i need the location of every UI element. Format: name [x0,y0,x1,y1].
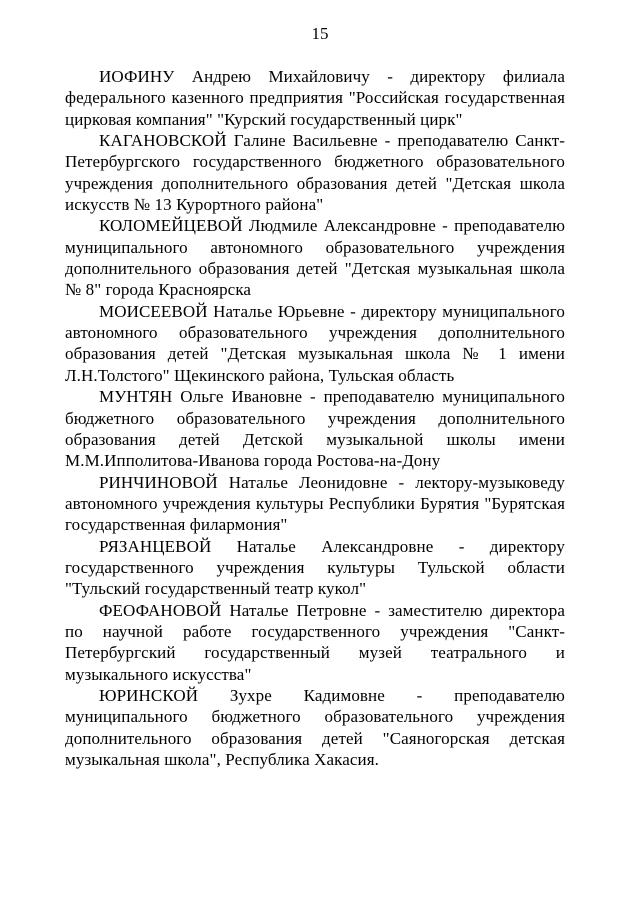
award-entry-rinchinovoy: РИНЧИНОВОЙ Наталье Леонидовне - лектору-музыковеду автономного учреждения культуры Республики Бурятия "Бурятская государственная филармония" [65,472,565,535]
award-entry-iofinu: ИОФИНУ Андрею Михайловичу - директору филиала федерального казенного предприятия "Российская государственная цирковая компания" "Курский государственный цирк" [65,67,565,129]
award-entry-muntyan: МУНТЯН Ольге Ивановне - преподавателю муниципального бюджетного образовательного учреждения дополнительного образования детей Детской музыкальной школы имени М.М.Ипполитова-Иванова города Ростова-на-Дону [65,387,565,471]
award-entry-yurinskoy: ЮРИНСКОЙ Зухре Кадимовне - преподавателю муниципального бюджетного образовательного учреждения дополнительного образования детей "Саяногорская детская музыкальная школа", Республика Хакасия. [65,685,565,769]
award-entry-feofanovoy: ФЕОФАНОВОЙ Наталье Петровне - заместителю директора по научной работе государственного учреждения "Санкт-Петербургский государственный музей театрального и музыкального искусства" [65,600,565,684]
award-entry-kaganovskoy: КАГАНОВСКОЙ Галине Васильевне - преподавателю Санкт-Петербургского государственного бюджетного образовательного учреждения дополнительного образования детей "Детская школа искусств № 13 Курортного района" [65,131,565,215]
award-entry-moiseevoy: МОИСЕЕВОЙ Наталье Юрьевне - директору муниципального автономного образовательного учреждения дополнительного образования детей "Детская музыкальная школа № 1 имени Л.Н.Толстого" Щекинского района, Тульская область [65,301,565,385]
document-body [65,66,565,770]
award-entry-kolomeytsevoy: КОЛОМЕЙЦЕВОЙ Людмиле Александровне - преподавателю муниципального автономного образовательного учреждения дополнительного образования детей "Детская музыкальная школа № 8" города Красноярска [65,216,565,300]
award-entry-ryazantsevoy: РЯЗАНЦЕВОЙ Наталье Александровне - директору государственного учреждения культуры Тульской области "Тульский государственный театр кукол" [65,536,565,599]
page-number: 15 [311,24,329,43]
